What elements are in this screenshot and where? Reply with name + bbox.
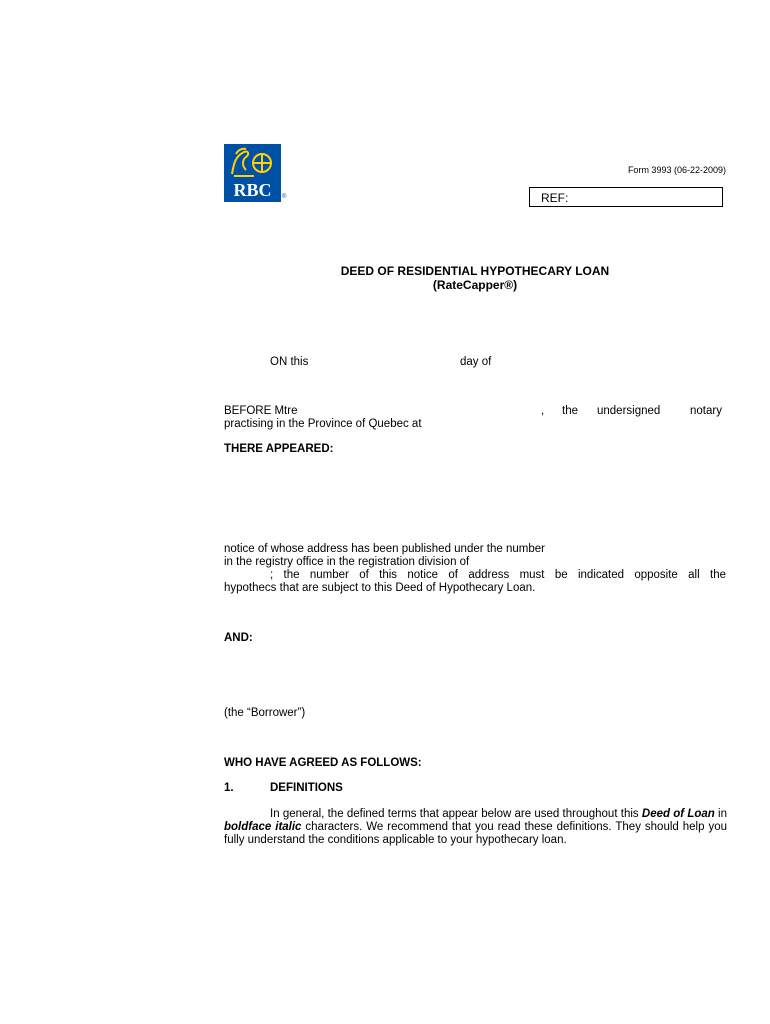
and-heading: AND: [224,632,253,644]
document-subtitle: (RateCapper®) [432,278,518,292]
on-this-label: ON this [270,356,309,368]
notice-line-4: hypothecs that are subject to this Deed of Hypothecary Loan. [224,582,536,594]
section-title: DEFINITIONS [270,782,343,794]
there-appeared-heading: THERE APPEARED: [224,443,334,455]
rbc-logo [224,144,281,202]
before-the: the [562,405,578,417]
boldface-italic-term: boldface italic [224,821,302,833]
notice-line-2: in the registry office in the registration division of [224,556,470,568]
practising-line: practising in the Province of Quebec at [224,418,422,430]
deed-of-loan-term: Deed of Loan [641,808,715,820]
definitions-text-1: In general, the defined terms that appear below are used throughout this [270,808,642,820]
section-number: 1. [224,782,234,794]
borrower-label: (the “Borrower”) [224,707,306,719]
notice-line-1: notice of whose address has been published under the number [224,543,545,555]
before-notary: notary [690,405,722,417]
rbc-lion-globe-icon [224,144,281,182]
agreed-heading: WHO HAVE AGREED AS FOLLOWS: [224,757,422,769]
definitions-text-2: in [714,808,727,820]
registered-mark: ® [282,194,287,200]
before-undersigned: undersigned [597,405,661,417]
form-number: Form 3993 (06-22-2009) [627,165,726,175]
before-comma: , [541,405,545,417]
rbc-logo-text: RBC [233,180,272,200]
notice-line-3: ; the number of this notice of address must be indicated opposite all the [270,569,726,581]
before-mtre-label: BEFORE Mtre [224,405,298,417]
ref-field[interactable] [529,187,723,207]
definitions-paragraph [224,808,727,847]
day-of-label: day of [460,356,492,368]
ref-label: REF: [541,191,569,205]
document-title: DEED OF RESIDENTIAL HYPOTHECARY LOAN [340,264,610,278]
definitions-text-3: characters. We recommend that you read these definitions. They should help you fully understand the conditions applicable to your hypothecary loan. [224,821,727,846]
